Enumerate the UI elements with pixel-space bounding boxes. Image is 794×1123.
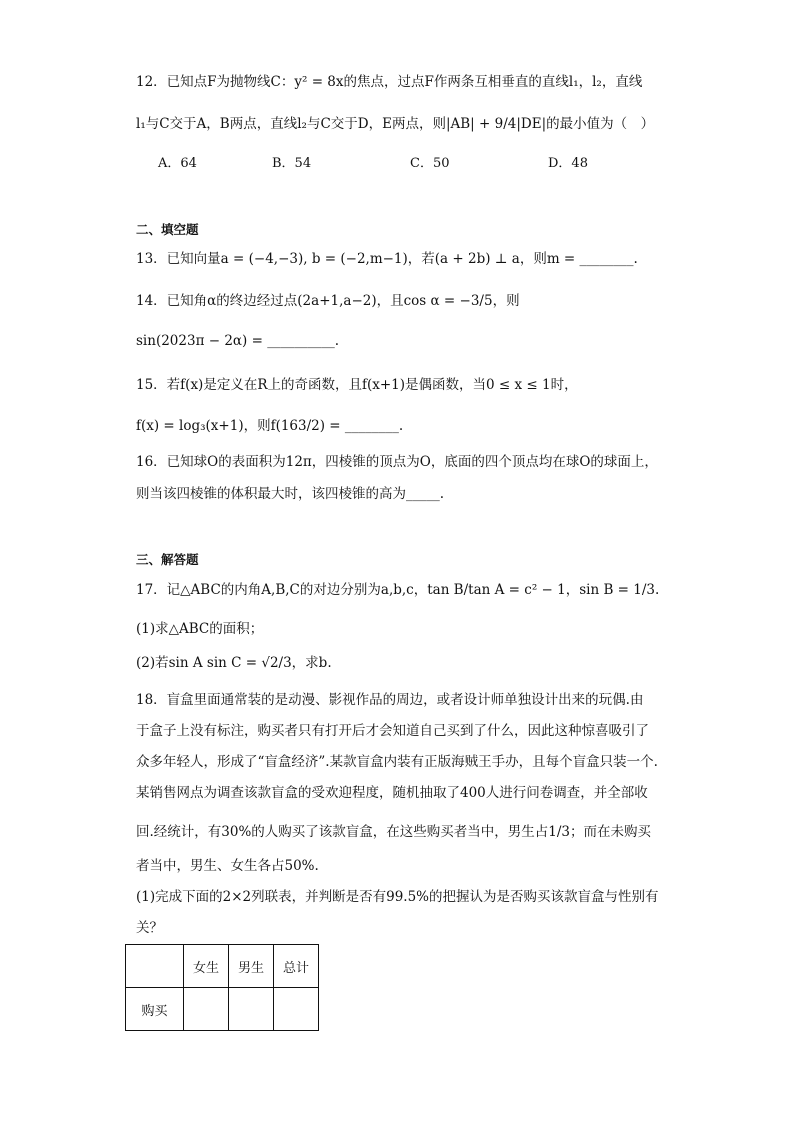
table-cell: 购买 bbox=[126, 988, 184, 1031]
q18-line3: 众多年轻人，形成了“盲盒经济”.某款盲盒内装有正版海贼王手办，且每个盲盒只装一个. bbox=[136, 754, 658, 770]
contingency-table bbox=[125, 944, 319, 1031]
q12-option-b: B．54 bbox=[272, 156, 312, 171]
q12-option-d: D．48 bbox=[548, 156, 588, 171]
table-header-cell: 女生 bbox=[184, 945, 229, 988]
q14-line2: sin(2023π − 2α) = __________. bbox=[136, 333, 339, 349]
table-cell bbox=[229, 988, 274, 1031]
q16-line2: 则当该四棱锥的体积最大时，该四棱锥的高为_____. bbox=[136, 486, 445, 502]
q18-line6: 者当中，男生、女生各占50%. bbox=[136, 858, 319, 874]
q18-line5: 回.经统计，有30%的人购买了该款盲盒，在这些购买者当中，男生占1/3；而在未购买 bbox=[136, 824, 652, 840]
q16-line1: 16．已知球O的表面积为12π，四棱锥的顶点为O，底面的四个顶点均在球O的球面上， bbox=[136, 454, 658, 470]
q18-part1-line2: 关？ bbox=[136, 920, 163, 936]
q18-line1: 18．盲盒里面通常装的是动漫、影视作品的周边，或者设计师单独设计出来的玩偶.由 bbox=[136, 692, 644, 708]
table-row bbox=[126, 988, 319, 1031]
table-header-cell: 总计 bbox=[274, 945, 319, 988]
q17-part1: (1)求△ABC的面积； bbox=[136, 621, 264, 637]
q12-option-a: A．64 bbox=[158, 156, 197, 171]
q17-part2: (2)若sin A sin C = √2/3，求b. bbox=[136, 655, 332, 671]
q13-text: 13．已知向量a = (−4,−3), b = (−2,m−1)，若(a + 2b) ⊥ a，则m = ________. bbox=[136, 251, 638, 267]
table-cell bbox=[274, 988, 319, 1031]
q15-line2: f(x) = log₃(x+1)，则f(163/2) = ________. bbox=[136, 418, 404, 434]
section-fill-in-title: 二、填空题 bbox=[136, 222, 199, 237]
table-header-cell: 男生 bbox=[229, 945, 274, 988]
q12-line1: 12．已知点F为抛物线C：y² = 8x的焦点，过点F作两条互相垂直的直线l₁，l₂，直线 bbox=[136, 74, 643, 90]
q12-option-c: C．50 bbox=[410, 156, 450, 171]
table-header-cell bbox=[126, 945, 184, 988]
table-cell bbox=[184, 988, 229, 1031]
q18-part1-line1: (1)完成下面的2×2列联表，并判断是否有99.5%的把握认为是否购买该款盲盒与性别有 bbox=[136, 889, 659, 905]
q17-line1: 17．记△ABC的内角A,B,C的对边分别为a,b,c，tan B/tan A = c² − 1，sin B = 1/3. bbox=[136, 582, 660, 598]
q18-line4: 某销售网点为调查该款盲盒的受欢迎程度，随机抽取了400人进行问卷调查，并全部收 bbox=[136, 785, 648, 801]
table-header-row bbox=[126, 945, 319, 988]
q18-line2: 于盒子上没有标注，购买者只有打开后才会知道自己买到了什么，因此这种惊喜吸引了 bbox=[136, 723, 649, 739]
q14-line1: 14．已知角α的终边经过点(2a+1,a−2)，且cos α = −3/5，则 bbox=[136, 293, 520, 309]
section-answer-title: 三、解答题 bbox=[136, 552, 199, 567]
q15-line1: 15．若f(x)是定义在R上的奇函数，且f(x+1)是偶函数，当0 ≤ x ≤ 1时， bbox=[136, 377, 578, 393]
q12-line2: l₁与C交于A，B两点，直线l₂与C交于D，E两点，则|AB| + 9/4|DE|的最小值为（ ） bbox=[136, 116, 655, 132]
